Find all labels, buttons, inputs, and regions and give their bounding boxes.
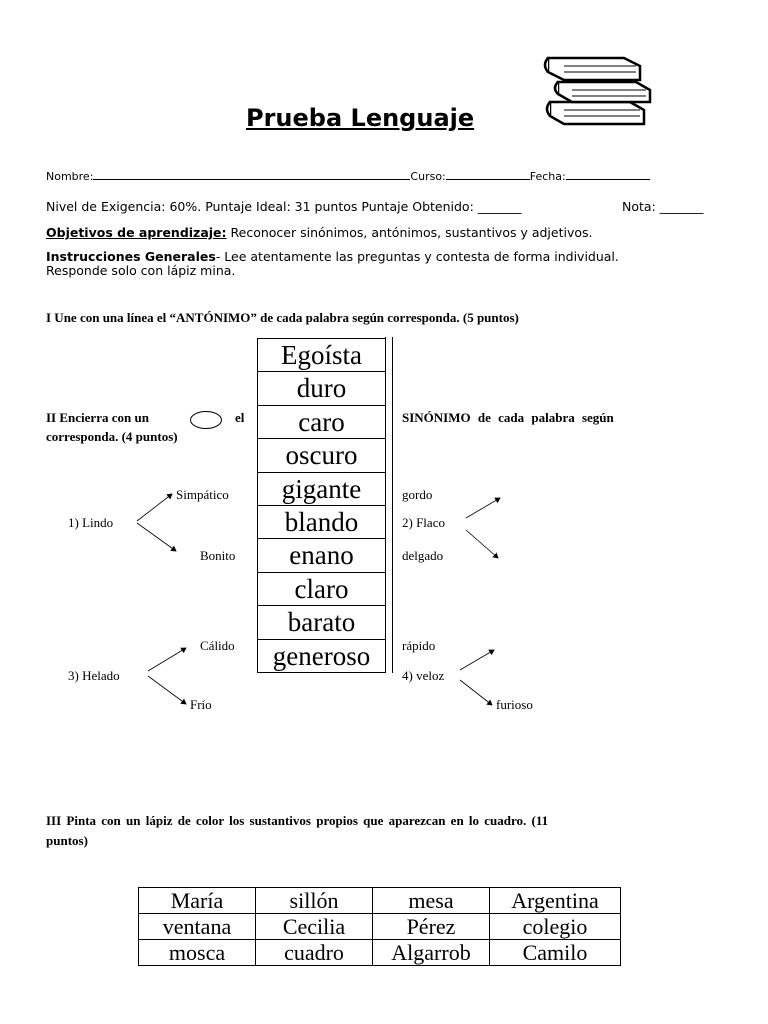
page-title: Prueba Lenguaje bbox=[246, 104, 475, 132]
antonym-word[interactable]: Egoísta bbox=[258, 339, 385, 372]
noun-cell[interactable]: cuadro bbox=[256, 940, 373, 966]
noun-cell[interactable]: ventana bbox=[139, 914, 256, 940]
antonym-word[interactable]: blando bbox=[258, 506, 385, 539]
option-simpatico[interactable]: Simpático bbox=[176, 487, 229, 502]
option-frio[interactable]: Frío bbox=[190, 697, 212, 712]
item-flaco: 2) Flaco bbox=[402, 515, 445, 530]
antonym-word[interactable]: caro bbox=[258, 406, 385, 439]
objetivos-text: Reconocer sinónimos, antónimos, sustantivos y adjetivos. bbox=[226, 225, 593, 240]
nota-line: Nota: _______ bbox=[622, 199, 704, 214]
option-delgado[interactable]: delgado bbox=[402, 548, 444, 563]
section2-heading-a: II Encierra con un bbox=[46, 410, 149, 425]
section3-heading: III Pinta con un lápiz de color los sustantivos propios que aparezcan en lo cuadro. (11 bbox=[46, 813, 549, 828]
nivel-line: Nivel de Exigencia: 60%. Puntaje Ideal: 31 puntos Puntaje Obtenido: _______ bbox=[46, 199, 522, 214]
antonym-word[interactable]: oscuro bbox=[258, 439, 385, 472]
item-lindo: 1) Lindo bbox=[68, 515, 114, 530]
option-rapido[interactable]: rápido bbox=[402, 638, 436, 653]
noun-cell[interactable]: colegio bbox=[490, 914, 621, 940]
noun-cell[interactable]: Algarrob bbox=[373, 940, 490, 966]
section3-heading-2: puntos) bbox=[46, 833, 88, 848]
objetivos-label: Objetivos de aprendizaje: bbox=[46, 225, 227, 240]
fecha-label: Fecha: bbox=[529, 170, 566, 183]
section1-heading: I Une con una línea el “ANTÓNIMO” de cada palabra según corresponda. (5 puntos) bbox=[46, 310, 519, 325]
antonym-word[interactable]: enano bbox=[258, 539, 385, 572]
nombre-label: Nombre: bbox=[46, 170, 94, 183]
option-calido[interactable]: Cálido bbox=[200, 638, 235, 653]
instrucciones-text: - Lee atentamente las preguntas y contesta de forma individual. bbox=[215, 249, 619, 264]
noun-cell[interactable]: sillón bbox=[256, 888, 373, 914]
instrucciones-text-2: Responde solo con lápiz mina. bbox=[46, 263, 236, 278]
section2-heading-b: el bbox=[235, 410, 245, 425]
noun-cell[interactable]: Pérez bbox=[373, 914, 490, 940]
noun-cell[interactable]: María bbox=[139, 888, 256, 914]
noun-cell[interactable]: Camilo bbox=[490, 940, 621, 966]
antonym-word[interactable]: duro bbox=[258, 372, 385, 405]
nouns-table bbox=[138, 887, 621, 966]
option-furioso[interactable]: furioso bbox=[496, 697, 533, 712]
item-veloz: 4) veloz bbox=[402, 668, 445, 683]
antonym-word[interactable]: gigante bbox=[258, 473, 385, 506]
noun-cell[interactable]: mesa bbox=[373, 888, 490, 914]
option-bonito[interactable]: Bonito bbox=[200, 548, 236, 563]
noun-cell[interactable]: mosca bbox=[139, 940, 256, 966]
noun-cell[interactable]: Argentina bbox=[490, 888, 621, 914]
noun-cell[interactable]: Cecilia bbox=[256, 914, 373, 940]
curso-label: Curso: bbox=[410, 170, 446, 183]
antonym-word[interactable]: barato bbox=[258, 606, 385, 639]
item-helado: 3) Helado bbox=[68, 668, 120, 683]
table-row bbox=[139, 940, 621, 966]
antonym-word[interactable]: generoso bbox=[272, 640, 371, 671]
option-gordo[interactable]: gordo bbox=[402, 487, 433, 502]
antonym-word[interactable]: claro bbox=[258, 573, 385, 606]
table-row bbox=[139, 914, 621, 940]
table-row bbox=[139, 888, 621, 914]
section2-heading-c: SINÓNIMO de cada palabra según bbox=[402, 410, 614, 425]
section2-heading-d: corresponda. (4 puntos) bbox=[46, 429, 178, 444]
instrucciones-label: Instrucciones Generales bbox=[46, 249, 216, 264]
